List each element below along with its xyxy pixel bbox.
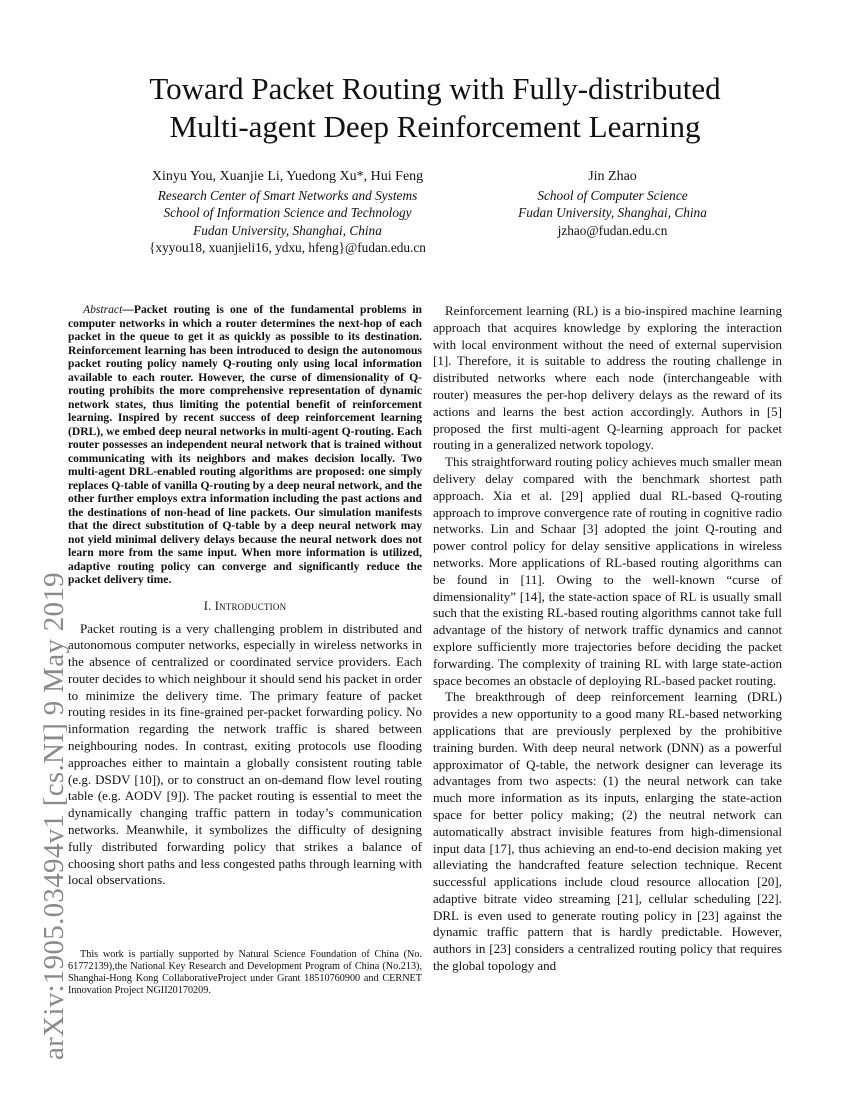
author-names: Jin Zhao	[588, 169, 637, 184]
left-column	[68, 303, 422, 889]
body-paragraph-related-work: This straightforward routing policy achieves much smaller mean delivery delay compared with the benchmark shortest path approach. Xia et al. [29] applied dual RL-based Q-routing approach to improve convergence rate of routing in cognitive radio networks. Lin and Schaar [3] adopted the joint Q-routing and power control policy for delay sensitive applications in wireless networks. More applications of RL-based routing algorithms can be found in [11]. Owing to the well-known “curse of dimensionality” [14], the state-action space of RL is usually small such that the existing RL-based routing algorithms cannot take full advantage of the history of network traffic dynamics and cannot explore sufficiently more trajectories before deciding the packet forwarding. The complexity of training RL with large state-action space becomes an obstacle of deploying RL-based packet routing.	[433, 454, 782, 688]
author-email: jzhao@fudan.edu.cn	[557, 222, 668, 238]
author-names: Xinyu You, Xuanjie Li, Yuedong Xu*, Hui Feng	[151, 169, 424, 184]
paper-title	[60, 70, 810, 146]
paper-title-line-1: Toward Packet Routing with Fully-distributed	[149, 71, 721, 106]
author-affiliation: Research Center of Smart Networks and Systems	[157, 187, 418, 203]
author-affiliation: Fudan University, Shanghai, China	[193, 222, 382, 238]
author-email: {xyyou18, xuanjieli16, ydxu, hfeng}@fudan.edu.cn	[149, 240, 426, 255]
author-affiliation: Fudan University, Shanghai, China	[518, 205, 707, 220]
abstract-lead: Abstract	[83, 303, 123, 316]
author-block-fudan-cs	[470, 168, 755, 239]
author-block-fudan-sns	[110, 168, 465, 257]
author-affiliation: School of Computer Science	[537, 187, 688, 203]
right-column	[433, 303, 782, 975]
footnote-text: This work is partially supported by Natural Science Foundation of China (No. 61772139),the National Key Research and Development Program of China (No.213), Shanghai-Hong Kong CollaborativeProject under Grant 18510760900 and CERNET Innovation Project NGII20170209.	[68, 949, 422, 996]
author-affiliation: School of Information Science and Technology	[163, 205, 412, 220]
paper-title-line-2: Multi-agent Deep Reinforcement Learning	[169, 109, 701, 144]
arxiv-identifier: arXiv:1905.03494v1 [cs.NI] 9 May 2019	[38, 572, 70, 1060]
abstract	[68, 303, 422, 587]
funding-footnote	[68, 949, 422, 997]
intro-paragraph: Packet routing is a very challenging problem in distributed and autonomous computer networks, especially in wireless networks in the absence of centralized or coordinated service providers. Each router decides to which neighbour it should send his packet in order to minimize the delivery time. The primary feature of packet routing resides in its fine-grained per-packet forwarding policy. No information regarding the network traffic is shared between neighbouring nodes. In contrast, exiting protocols use flooding approaches either to maintain a globally consistent routing table (e.g. DSDV [10]), or to construct an on-demand flow level routing table (e.g. AODV [9]). The packet routing is essential to meet the dynamically changing traffic pattern in today’s communication networks. Meanwhile, it symbolizes the difficulty of designing fully distributed forwarding policy that strikes a balance of choosing short paths and less congested paths through learning with local observations.	[68, 620, 422, 888]
body-paragraph-drl: The breakthrough of deep reinforcement learning (DRL) provides a new opportunity to a good many RL-based networking applications that are previously perplexed by the prohibitive training burden. With deep neural network (DNN) as a powerful approximator of Q-table, the network designer can leverage its advantages from two aspects: (1) the neural network can take much more information as its inputs, enlarging the state-action space for better policy making; (2) the neutral network can automatically abstract invisible features from high-dimensional input data [17], thus achieving an end-to-end decision making yet alleviating the handcrafted feature selection technique. Recent successful applications include cloud resource allocation [20], adaptive bitrate video streaming [21], cellular scheduling [22]. DRL is even used to generate routing policy in [23] against the dynamic traffic pattern that is hardly predictable. However, authors in [23] considers a centralized routing policy that requires the global topology and	[433, 689, 782, 974]
body-paragraph-rl: Reinforcement learning (RL) is a bio-inspired machine learning approach that acquires knowledge by exploring the interaction with local environment without the need of external supervision [1]. Therefore, it is suitable to address the routing challenge in distributed networks where each node (interchangeable with router) measures the per-hop delivery delays as the reward of its actions and learns the best action accordingly. Authors in [5] proposed the first multi-agent Q-learning approach for packet routing in a generalized network topology.	[433, 303, 782, 453]
abstract-text: —Packet routing is one of the fundamental problems in computer networks in which a router determines the next-hop of each packet in the queue to get it as quickly as possible to its destination. Reinforcement learning has been introduced to design the autonomous packet routing policy namely Q-routing only using local information available to each router. However, the curse of dimensionality of Q-routing prohibits the more comprehensive representation of dynamic network states, thus limiting the potential benefit of reinforcement learning. Inspired by recent success of deep reinforcement learning (DRL), we embed deep neural networks in multi-agent Q-routing. Each router possesses an independent neural network that is trained without communicating with its neighbors and makes decision locally. Two multi-agent DRL-enabled routing algorithms are proposed: one simply replaces Q-table of vanilla Q-routing by a deep neural network, and the other further employs extra information including the past actions and the destinations of non-head of line packets. Our simulation manifests that the direct substitution of Q-table by a deep neural network may not yield minimal delivery delays because the neural network does not learn more from the same input. When more information is utilized, adaptive routing policy can converge and significantly reduce the packet delivery time.	[68, 303, 422, 586]
section-heading-introduction: I. Introduction	[203, 598, 287, 613]
